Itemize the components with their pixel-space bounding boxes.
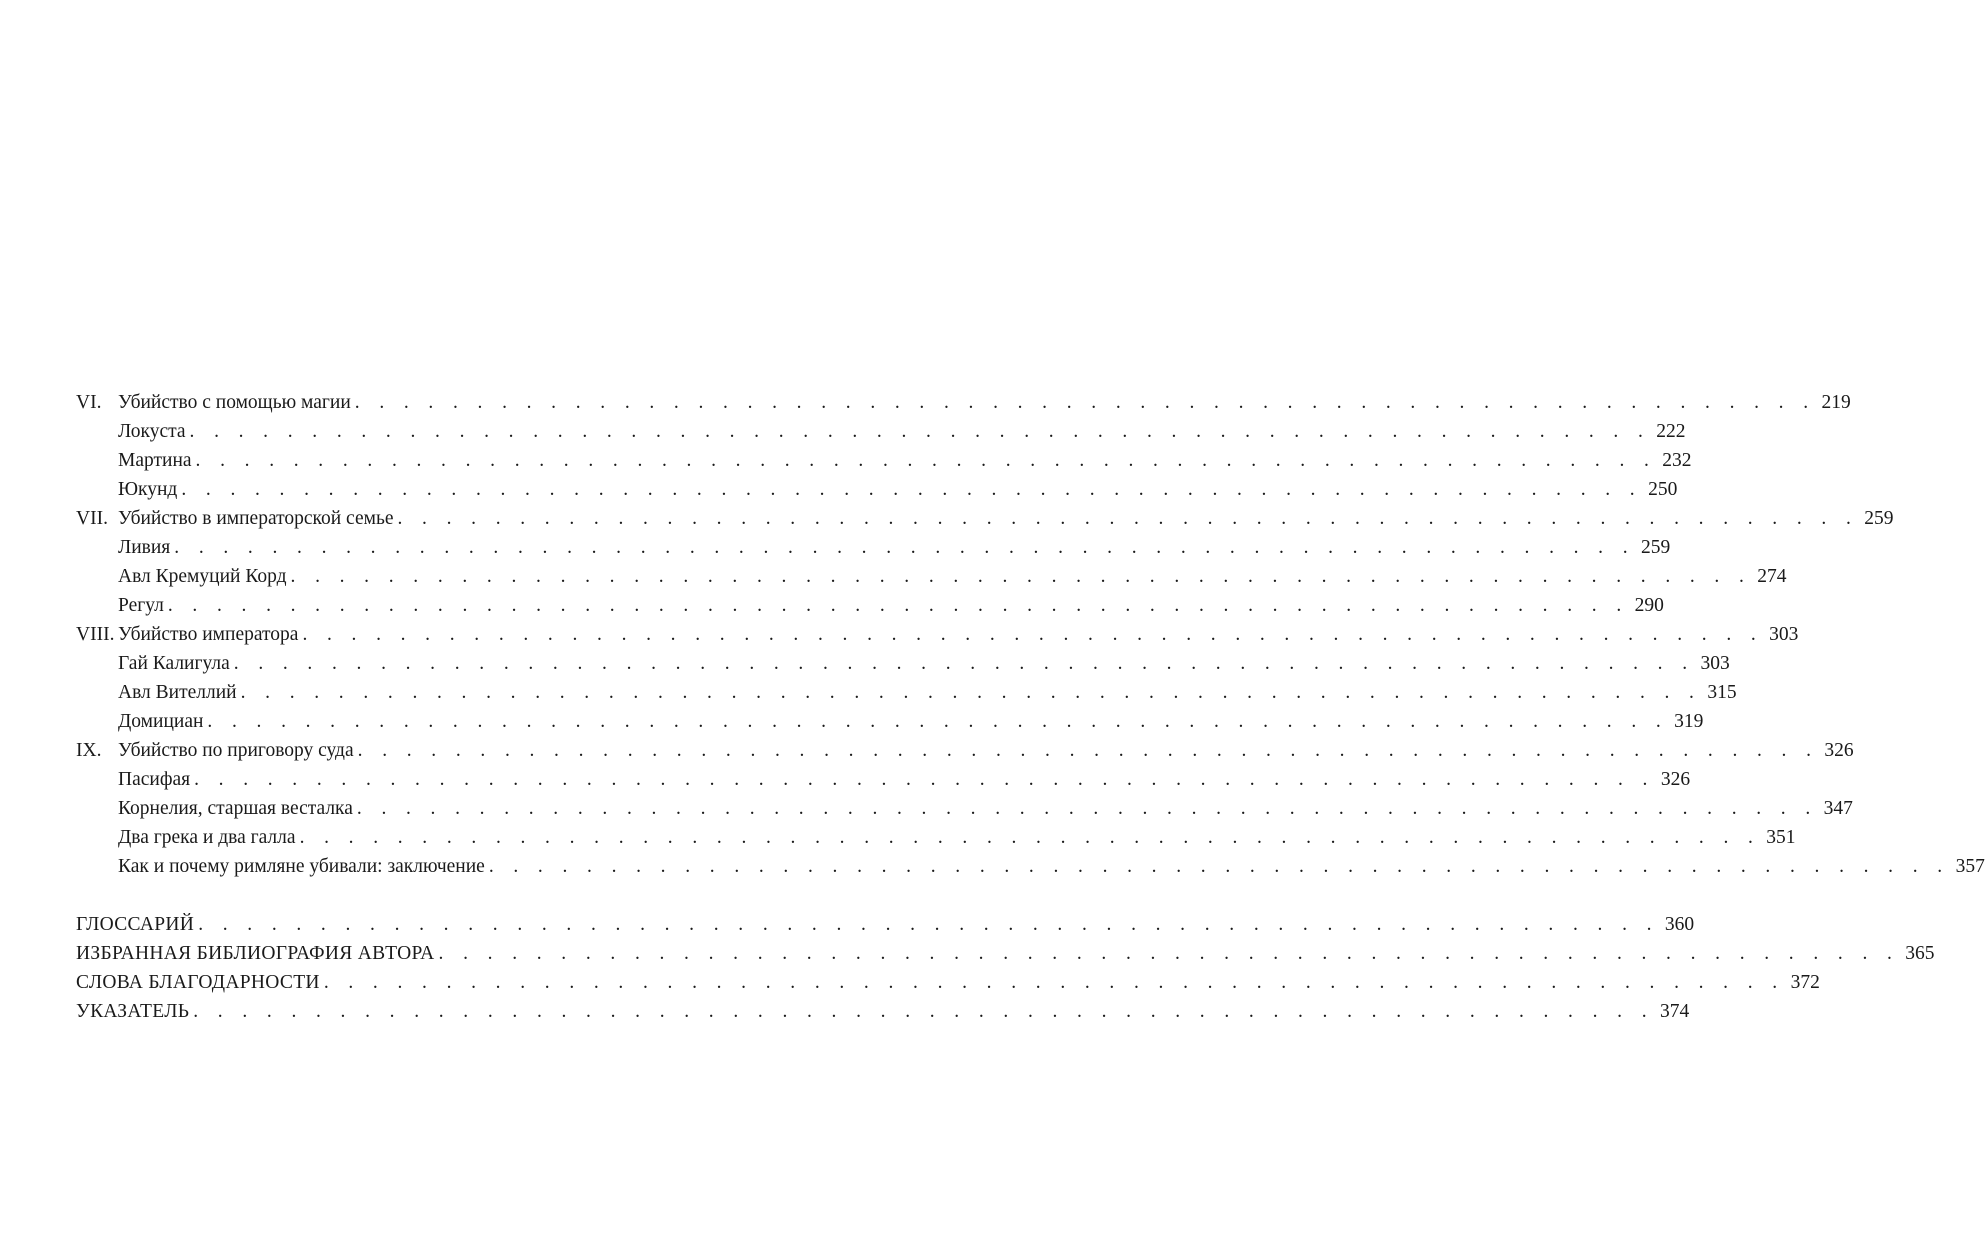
page-number: 365 [1905, 943, 1935, 964]
page-number: 259 [1864, 508, 1894, 529]
page-number: 219 [1821, 392, 1851, 413]
chapter-7 [76, 504, 1894, 620]
page-number: 303 [1769, 624, 1799, 645]
dot-leader: . . . . . . . . . . . . . . . . . . . . . . . . . . . . . . . . . . . . . . . . . . . . . . . . . . . . . . . . . . . . [193, 1001, 1654, 1022]
section-title: Два грека и два галла [118, 823, 300, 852]
section-row[interactable] [76, 707, 1704, 736]
chapter-title: Убийство императора [118, 620, 302, 649]
section-title: Регул [118, 591, 168, 620]
section-row[interactable] [76, 794, 1853, 823]
back-matter-title: ИЗБРАННАЯ БИБЛИОГРАФИЯ АВТОРА [76, 939, 439, 968]
section-title: Как и почему римляне убивали: заключение [118, 852, 489, 881]
section-row[interactable] [76, 852, 1985, 881]
section-title: Локуста [118, 417, 190, 446]
chapter-number: VIII. [76, 624, 115, 645]
dot-leader: . . . . . . . . . . . . . . . . . . . . . . . . . . . . . . . . . . . . . . . . . . . . . . . . . . . . . . . . . . . . [488, 856, 1950, 877]
dot-leader: . . . . . . . . . . . . . . . . . . . . . . . . . . . . . . . . . . . . . . . . . . . . . . . . . . . . . . . . . . . . [397, 508, 1859, 529]
dot-leader: . . . . . . . . . . . . . . . . . . . . . . . . . . . . . . . . . . . . . . . . . . . . . . . . . . . . . . . . . . . . [354, 392, 1816, 413]
section-title: Гай Калигула [118, 649, 234, 678]
page-number: 319 [1674, 711, 1704, 732]
dot-leader: . . . . . . . . . . . . . . . . . . . . . . . . . . . . . . . . . . . . . . . . . . . . . . . . . . . . . . . . . . . . [181, 479, 1643, 500]
section-row[interactable] [76, 562, 1787, 591]
page-number: 372 [1790, 972, 1820, 993]
dot-leader: . . . . . . . . . . . . . . . . . . . . . . . . . . . . . . . . . . . . . . . . . . . . . . . . . . . . . . . . . . . . [207, 711, 1669, 732]
page-number: 232 [1662, 450, 1692, 471]
page-number: 326 [1824, 740, 1854, 761]
section-title: Мартина [118, 446, 196, 475]
dot-leader: . . . . . . . . . . . . . . . . . . . . . . . . . . . . . . . . . . . . . . . . . . . . . . . . . . . . . . . . . . . . [174, 537, 1636, 558]
chapter-6 [76, 388, 1851, 504]
chapter-title: Убийство с помощью магии [118, 388, 355, 417]
dot-leader: . . . . . . . . . . . . . . . . . . . . . . . . . . . . . . . . . . . . . . . . . . . . . . . . . . . . . . . . . . . . [323, 972, 1785, 993]
chapter-number: IX. [76, 740, 102, 761]
page-number: 250 [1648, 479, 1678, 500]
dot-leader: . . . . . . . . . . . . . . . . . . . . . . . . . . . . . . . . . . . . . . . . . . . . . . . . . . . . . . . . . . . . [299, 827, 1761, 848]
page-number: 351 [1766, 827, 1796, 848]
section-row[interactable] [76, 475, 1678, 504]
dot-leader: . . . . . . . . . . . . . . . . . . . . . . . . . . . . . . . . . . . . . . . . . . . . . . . . . . . . . . . . . . . . [167, 595, 1629, 616]
chapter-9 [76, 736, 1985, 881]
page-number: 222 [1656, 421, 1686, 442]
section-title: Авл Вителлий [118, 678, 241, 707]
page-number: 326 [1660, 769, 1691, 790]
dot-leader: . . . . . . . . . . . . . . . . . . . . . . . . . . . . . . . . . . . . . . . . . . . . . . . . . . . . . . . . . . . . [198, 914, 1659, 935]
section-row[interactable] [76, 446, 1692, 475]
dot-leader: . . . . . . . . . . . . . . . . . . . . . . . . . . . . . . . . . . . . . . . . . . . . . . . . . . . . . . . . . . . . [438, 943, 1900, 964]
dot-leader: . . . . . . . . . . . . . . . . . . . . . . . . . . . . . . . . . . . . . . . . . . . . . . . . . . . . . . . . . . . . [240, 682, 1702, 703]
page-number: 290 [1634, 595, 1664, 616]
dot-leader: . . . . . . . . . . . . . . . . . . . . . . . . . . . . . . . . . . . . . . . . . . . . . . . . . . . . . . . . . . . . [195, 450, 1657, 471]
section-row[interactable] [76, 823, 1796, 852]
table-of-contents [76, 388, 1985, 1026]
chapter-heading-row[interactable] [76, 388, 1851, 417]
back-matter-row[interactable] [76, 997, 1690, 1026]
section-row[interactable] [76, 649, 1730, 678]
section-title: Ливия [118, 533, 174, 562]
chapter-number: VII. [76, 508, 108, 529]
back-matter [76, 910, 1935, 1026]
dot-leader: . . . . . . . . . . . . . . . . . . . . . . . . . . . . . . . . . . . . . . . . . . . . . . . . . . . . . . . . . . . . [194, 769, 1655, 790]
page-number: 360 [1664, 914, 1695, 935]
back-matter-row[interactable] [76, 968, 1820, 997]
section-row[interactable] [76, 591, 1664, 620]
page-number: 357 [1955, 856, 1985, 877]
dot-leader: . . . . . . . . . . . . . . . . . . . . . . . . . . . . . . . . . . . . . . . . . . . . . . . . . . . . . . . . . . . . [189, 421, 1651, 442]
section-title: Авл Кремуций Корд [118, 562, 291, 591]
back-matter-row[interactable] [76, 910, 1695, 939]
page-number: 315 [1707, 682, 1737, 703]
page-number: 303 [1700, 653, 1730, 674]
section-title: Корнелия, старшая весталка [118, 794, 357, 823]
section-row[interactable] [76, 533, 1671, 562]
dot-leader: . . . . . . . . . . . . . . . . . . . . . . . . . . . . . . . . . . . . . . . . . . . . . . . . . . . . . . . . . . . . [302, 624, 1764, 645]
chapter-heading-row[interactable] [76, 620, 1799, 649]
dot-leader: . . . . . . . . . . . . . . . . . . . . . . . . . . . . . . . . . . . . . . . . . . . . . . . . . . . . . . . . . . . . [357, 740, 1819, 761]
page-number: 374 [1659, 1001, 1690, 1022]
chapter-heading-row[interactable] [76, 736, 1854, 765]
section-title: Домициан [118, 707, 207, 736]
section-title: Юкунд [118, 475, 181, 504]
chapter-title: Убийство в императорской семье [118, 504, 398, 533]
chapter-title: Убийство по приговору суда [118, 736, 358, 765]
section-row[interactable] [76, 417, 1686, 446]
page-number: 274 [1757, 566, 1787, 587]
page-number: 347 [1823, 798, 1853, 819]
back-matter-row[interactable] [76, 939, 1935, 968]
dot-leader: . . . . . . . . . . . . . . . . . . . . . . . . . . . . . . . . . . . . . . . . . . . . . . . . . . . . . . . . . . . . [233, 653, 1695, 674]
back-matter-title: ГЛОССАРИЙ [76, 910, 198, 939]
chapter-heading-row[interactable] [76, 504, 1894, 533]
page-number: 259 [1641, 537, 1671, 558]
section-row[interactable] [76, 765, 1691, 794]
back-matter-title: СЛОВА БЛАГОДАРНОСТИ [76, 968, 324, 997]
section-title: Пасифая [118, 765, 194, 794]
dot-leader: . . . . . . . . . . . . . . . . . . . . . . . . . . . . . . . . . . . . . . . . . . . . . . . . . . . . . . . . . . . . [356, 798, 1818, 819]
chapter-number: VI. [76, 392, 102, 413]
section-row[interactable] [76, 678, 1737, 707]
back-matter-title: УКАЗАТЕЛЬ [76, 997, 193, 1026]
dot-leader: . . . . . . . . . . . . . . . . . . . . . . . . . . . . . . . . . . . . . . . . . . . . . . . . . . . . . . . . . . . . [290, 566, 1752, 587]
chapter-8 [76, 620, 1799, 736]
